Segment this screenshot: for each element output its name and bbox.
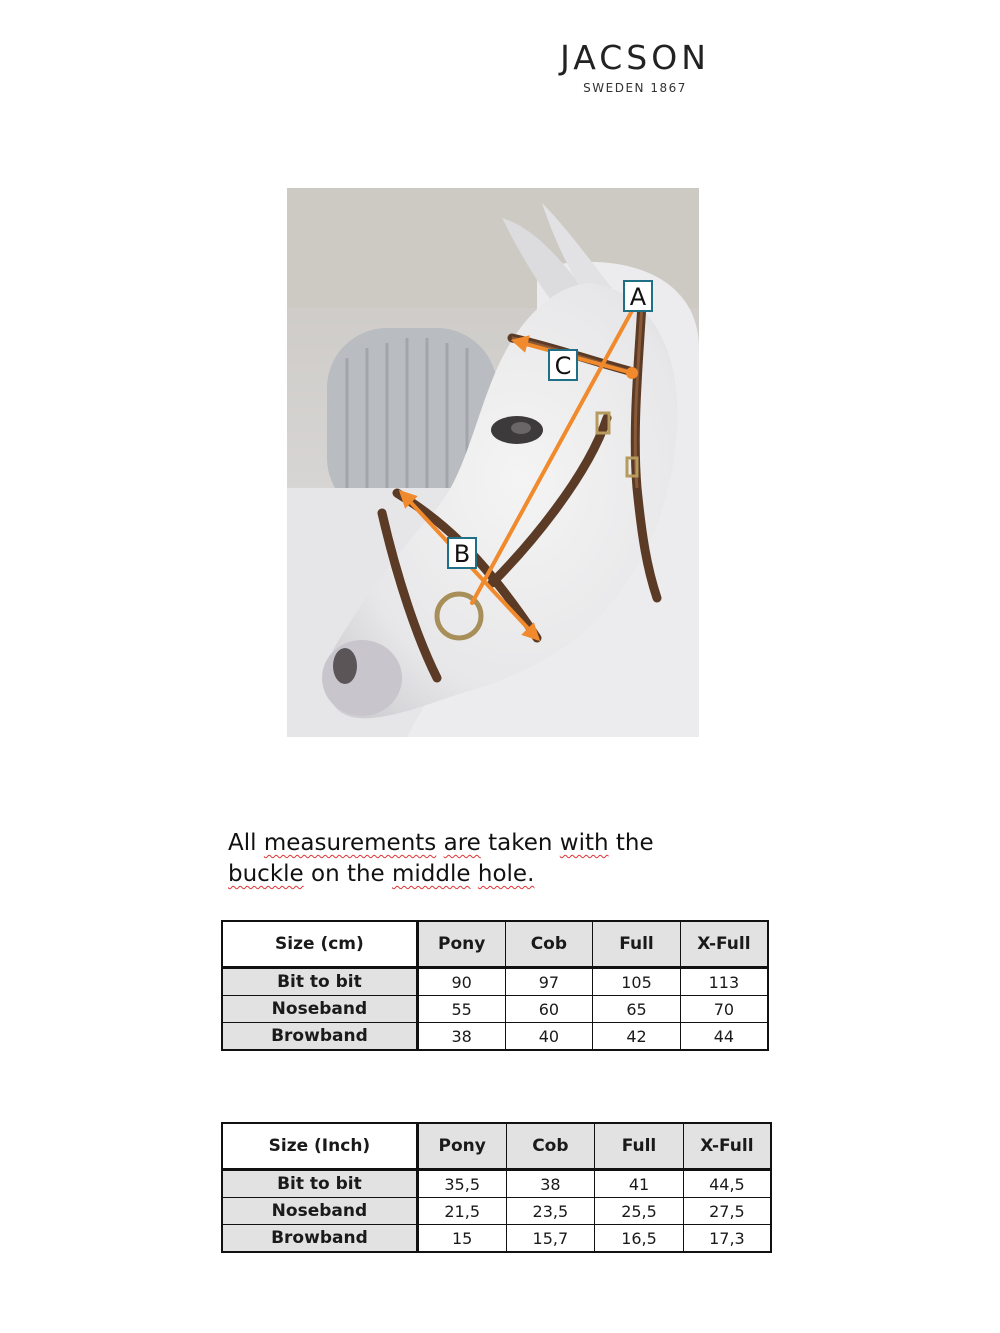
- note-word: with: [559, 830, 609, 856]
- table-cell: 27,5: [683, 1198, 771, 1225]
- table-cell: 105: [593, 968, 681, 996]
- header-size: Size (cm): [222, 921, 417, 968]
- note-text: the: [608, 830, 654, 856]
- table-cell: 15,7: [506, 1225, 595, 1253]
- note-word: buckle: [228, 861, 304, 887]
- table-cell: 70: [680, 996, 768, 1023]
- table-cell: 42: [593, 1023, 681, 1051]
- table-row: [222, 1170, 771, 1198]
- size-table-cm: [221, 920, 769, 1051]
- row-label: Bit to bit: [222, 968, 417, 996]
- note-word: hole.: [477, 861, 535, 887]
- table-cell: 44,5: [683, 1170, 771, 1198]
- table-cell: 60: [505, 996, 593, 1023]
- note-line-2: [228, 859, 788, 890]
- brand-tagline: SWEDEN 1867: [583, 81, 687, 95]
- header-cob: Cob: [506, 1123, 595, 1170]
- table-cell: 44: [680, 1023, 768, 1051]
- measurement-note: [228, 828, 788, 890]
- label-b: B: [453, 540, 471, 568]
- note-text: on the: [303, 861, 393, 887]
- header-pony: Pony: [417, 1123, 506, 1170]
- label-c: C: [554, 352, 572, 380]
- table-cell: 16,5: [595, 1225, 684, 1253]
- table-row: [222, 996, 768, 1023]
- table-cell: 65: [593, 996, 681, 1023]
- table-header-row: [222, 1123, 771, 1170]
- header-full: Full: [595, 1123, 684, 1170]
- table-cell: 90: [417, 968, 505, 996]
- note-text: All: [228, 830, 264, 856]
- bridle-measurement-photo: [287, 188, 699, 737]
- table-cell: 35,5: [417, 1170, 506, 1198]
- table-row: [222, 1225, 771, 1253]
- table-row: [222, 968, 768, 996]
- table-cell: 15: [417, 1225, 506, 1253]
- row-label: Bit to bit: [222, 1170, 417, 1198]
- size-table-inch: [221, 1122, 772, 1253]
- table-cell: 40: [505, 1023, 593, 1051]
- header-x-full: X-Full: [683, 1123, 771, 1170]
- note-text: taken: [480, 830, 560, 856]
- table-row: [222, 1023, 768, 1051]
- table-cell: 97: [505, 968, 593, 996]
- table-cell: 41: [595, 1170, 684, 1198]
- table-cell: 38: [506, 1170, 595, 1198]
- row-label: Noseband: [222, 1198, 417, 1225]
- note-text: [436, 830, 443, 856]
- note-text: [471, 861, 478, 887]
- label-a: A: [629, 283, 647, 311]
- note-word: measurements: [263, 830, 437, 856]
- brand-logo: [520, 38, 750, 95]
- table-row: [222, 1198, 771, 1225]
- table-cell: 23,5: [506, 1198, 595, 1225]
- brand-name: JACSON: [560, 38, 710, 77]
- header-x-full: X-Full: [680, 921, 768, 968]
- table-cell: 55: [417, 996, 505, 1023]
- row-label: Noseband: [222, 996, 417, 1023]
- table-cell: 25,5: [595, 1198, 684, 1225]
- header-pony: Pony: [417, 921, 505, 968]
- header-cob: Cob: [505, 921, 593, 968]
- table-header-row: [222, 921, 768, 968]
- note-word: are: [443, 830, 481, 856]
- table-cell: 21,5: [417, 1198, 506, 1225]
- header-full: Full: [593, 921, 681, 968]
- header-size: Size (Inch): [222, 1123, 417, 1170]
- note-line-1: [228, 828, 788, 859]
- table-cell: 38: [417, 1023, 505, 1051]
- table-cell: 17,3: [683, 1225, 771, 1253]
- row-label: Browband: [222, 1023, 417, 1051]
- note-word: middle: [392, 861, 471, 887]
- row-label: Browband: [222, 1225, 417, 1253]
- table-cell: 113: [680, 968, 768, 996]
